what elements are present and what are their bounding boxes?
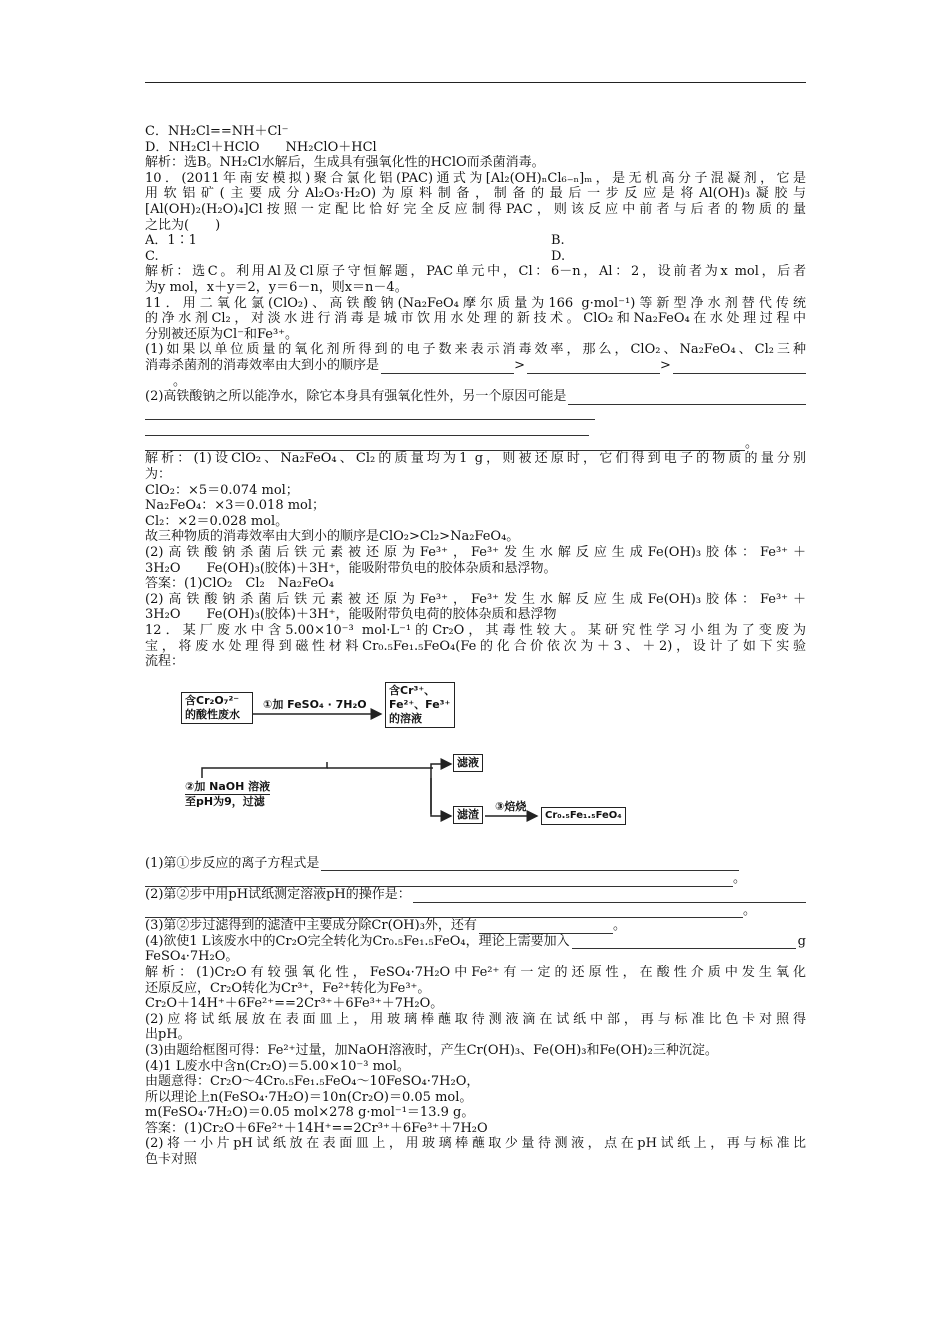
step-2-label: ②加 NaOH 溶液 至pH为9，过滤	[185, 779, 271, 808]
option-b: B.	[551, 233, 565, 249]
analysis-text: 解析：选C。利用Al及Cl原子守恒解题，PAC单元中，Cl：6－n，Al：2，设前者为x mol，后者	[145, 264, 806, 280]
option-d: D.	[551, 248, 566, 264]
document-body	[145, 124, 806, 1168]
analysis-text: ClO₂：×5＝0.074 mol；	[145, 482, 299, 498]
residue-box: 滤渣	[453, 806, 483, 824]
question-12-part-2: (2)第②步中用pH试纸测定溶液pH的操作是：	[145, 887, 806, 903]
analysis-text: 所以理论上n(FeSO₄·7H₂O)＝10n(Cr₂O)＝0.05 mol。	[145, 1089, 473, 1105]
step-3-label: ③焙烧	[495, 799, 527, 813]
question-12-part-4: (4)欲使1 L该废水中的Cr₂O完全转化为Cr₀.₅Fe₁.₅FeO₄，理论上需要加入 g	[145, 933, 806, 949]
answer-blank[interactable]	[145, 423, 589, 436]
answer-blank[interactable]	[673, 361, 806, 374]
acidic-wastewater-box: 含Cr₂O₇²⁻ 的酸性废水	[181, 692, 253, 724]
answer-blank[interactable]	[527, 361, 660, 374]
answer-line	[145, 405, 806, 421]
option-d: D．NH₂Cl＋HClO NH₂ClO＋HCl	[145, 139, 377, 155]
analysis-text: Na₂FeO₄：×3＝0.018 mol；	[145, 498, 326, 514]
process-flow-diagram	[145, 676, 806, 854]
answer-text: 3H₂O Fe(OH)₃(胶体)＋3H⁺，能吸附带负电荷的胶体杂质和悬浮物	[145, 607, 557, 623]
analysis-text: (3)由题给框图可得：Fe²⁺过量，加NaOH溶液时，产生Cr(OH)₃、Fe(OH)₃和Fe(OH)₂三种沉淀。	[145, 1042, 718, 1058]
question-12-text: 宝，将废水处理得到磁性材料Cr₀.₅Fe₁.₅FeO₄(Fe的化合价依次为＋3、＋2)，设计了如下实验	[145, 638, 806, 654]
answer-blank[interactable]	[145, 905, 743, 918]
question-11-text: 分别被还原为Cl⁻和Fe³⁺。	[145, 326, 299, 342]
question-11-text: 11．用二氧化氯(ClO₂)、高铁酸钠(Na₂FeO₄摩尔质量为166 g·mol⁻¹)等新型净水剂替代传统	[145, 295, 806, 311]
analysis-text: 由题意得：Cr₂O～4Cr₀.₅Fe₁.₅FeO₄～10FeSO₄·7H₂O，	[145, 1074, 480, 1090]
options-row	[145, 233, 806, 249]
question-12-part-1: (1)第①步反应的离子方程式是	[145, 856, 806, 872]
answer-blank[interactable]	[479, 921, 613, 934]
question-12-part-3: (3)第②步过滤得到的滤渣中主要成分除Cr(OH)₃外，还有 。	[145, 918, 626, 934]
answer-line: 。	[145, 871, 806, 887]
answer-text: 答案：(1)ClO₂ Cl₂ Na₂FeO₄	[145, 576, 334, 592]
question-12-text: 流程：	[145, 654, 185, 670]
answer-text: 答案：(1)Cr₂O＋6Fe²⁺＋14H⁺==2Cr³⁺＋6Fe³⁺＋7H₂O	[145, 1120, 488, 1136]
period: 。	[173, 373, 187, 389]
analysis-text: Cr₂O＋14H⁺＋6Fe²⁺==2Cr³⁺＋6Fe³⁺＋7H₂O。	[145, 996, 444, 1012]
question-11-part-1: (1)如果以单位质量的氧化剂所得到的电子数来表示消毒效率，那么，ClO₂、Na₂FeO₄、Cl₂三种	[145, 342, 806, 358]
analysis-text: 出pH。	[145, 1027, 191, 1043]
analysis-text: 为：	[145, 467, 172, 483]
analysis-text: 还原反应，Cr₂O转化为Cr³⁺，Fe²⁺转化为Fe³⁺。	[145, 980, 431, 996]
filtrate-box: 滤液	[453, 754, 483, 772]
question-10-text: 之比为( )	[145, 217, 221, 233]
question-10-text: [Al(OH)₂(H₂O)₄]Cl按照一定配比恰好完全反应制得PAC，则该反应中前者与后者的物质的量	[145, 201, 806, 217]
answer-blank[interactable]	[381, 361, 514, 374]
answer-line: 。	[145, 436, 806, 452]
analysis-text: 故三种物质的消毒效率由大到小的顺序是ClO₂>Cl₂>Na₂FeO₄。	[145, 529, 520, 545]
answer-line	[145, 420, 806, 436]
answer-text: (2)将一小片pH试纸放在表面皿上，用玻璃棒蘸取少量待测液，点在pH试纸上，再与标准比	[145, 1136, 806, 1152]
answer-blank[interactable]	[568, 392, 806, 405]
question-11-part-2: (2)高铁酸钠之所以能净水，除它本身具有强氧化性外，另一个原因可能是	[145, 389, 806, 405]
header-rule	[145, 82, 806, 83]
step-1-label: ①加 FeSO₄ · 7H₂O	[263, 697, 367, 711]
answer-text: 色卡对照	[145, 1152, 198, 1168]
option-c: C.	[145, 248, 159, 264]
question-12-part-4: FeSO₄·7H₂O。	[145, 949, 239, 965]
analysis-text: 3H₂O Fe(OH)₃(胶体)＋3H⁺，能吸附带负电的胶体杂质和悬浮物。	[145, 560, 557, 576]
answer-blank[interactable]	[572, 936, 796, 949]
analysis-text: (4)1 L废水中含n(Cr₂O)＝5.00×10⁻³ mol。	[145, 1058, 410, 1074]
solution-box: 含Cr³⁺、 Fe²⁺、Fe³⁺ 的溶液	[385, 682, 455, 728]
option-c: C．NH₂Cl==NH＋Cl⁻	[145, 124, 289, 139]
analysis-text: 解析：选B。NH₂Cl水解后，生成具有强氧化性的HClO而杀菌消毒。	[145, 155, 545, 171]
answer-blank[interactable]	[145, 407, 595, 420]
analysis-text: m(FeSO₄·7H₂O)＝0.05 mol×278 g·mol⁻¹＝13.9 g。	[145, 1105, 475, 1121]
analysis-text: (2)高铁酸钠杀菌后铁元素被还原为Fe³⁺，Fe³⁺发生水解反应生成Fe(OH)₃胶体：Fe³⁺＋	[145, 545, 806, 561]
question-11-text: 的净水剂Cl₂，对淡水进行消毒是城市饮用水处理的新技术。ClO₂和Na₂FeO₄在水处理过程中	[145, 311, 806, 327]
answer-text: (2)高铁酸钠杀菌后铁元素被还原为Fe³⁺，Fe³⁺发生水解反应生成Fe(OH)₃胶体：Fe³⁺＋	[145, 591, 806, 607]
answer-line: 。	[145, 903, 806, 919]
question-10-text: 用软铝矿(主要成分Al₂O₃·H₂O)为原料制备，制备的最后一步反应是将Al(OH)₃凝胶与	[145, 186, 806, 202]
question-11-part-1: 消毒杀菌剂的消毒效率由大到小的顺序是 > >	[145, 358, 806, 374]
product-box: Cr₀.₅Fe₁.₅FeO₄	[541, 807, 626, 825]
answer-blank[interactable]	[145, 438, 745, 451]
option-a: A．1∶1	[145, 233, 197, 249]
analysis-text: 为y mol，x＋y＝2，y＝6－n，则x＝n－4。	[145, 279, 408, 295]
question-12-text: 12．某厂废水中含5.00×10⁻³ mol·L⁻¹的Cr₂O，其毒性较大。某研究性学习小组为了变废为	[145, 623, 806, 638]
analysis-text: Cl₂：×2＝0.028 mol。	[145, 513, 289, 529]
answer-blank[interactable]	[145, 874, 733, 887]
analysis-text: 解析：(1)设ClO₂、Na₂FeO₄、Cl₂的质量均为1 g，则被还原时，它们得到电子的物质的量分别	[145, 451, 806, 467]
answer-blank[interactable]	[413, 890, 806, 903]
analysis-text: 解析：(1)Cr₂O有较强氧化性，FeSO₄·7H₂O中Fe²⁺有一定的还原性，在酸性介质中发生氧化	[145, 964, 806, 980]
question-10-text: 10．(2011年南安模拟)聚合氯化铝(PAC)通式为[Al₂(OH)ₙCl₆₋ₙ]ₘ，是无机高分子混凝剂，它是	[145, 170, 806, 186]
analysis-text: (2)应将试纸展放在表面皿上，用玻璃棒蘸取待测液滴在试纸中部，再与标准比色卡对照得	[145, 1011, 806, 1027]
answer-blank[interactable]	[321, 858, 739, 871]
options-row	[145, 249, 806, 265]
